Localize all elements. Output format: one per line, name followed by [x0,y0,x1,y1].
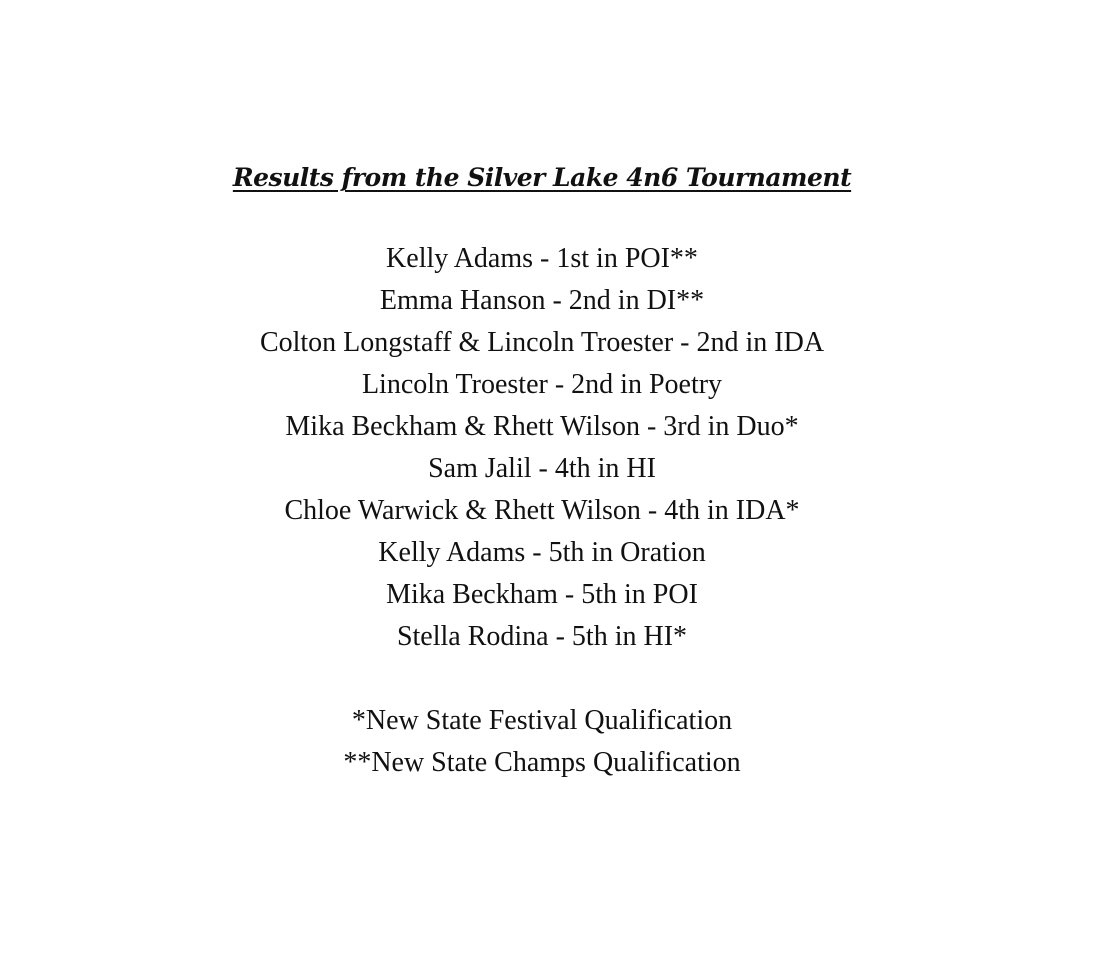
document-title-text: Results from the Silver Lake 4n6 Tournament [232,163,852,192]
result-item: Colton Longstaff & Lincoln Troester - 2nd in IDA [259,327,825,358]
result-item: Mika Beckham - 5th in POI [386,579,698,610]
result-item: Sam Jalil - 4th in HI [428,453,656,484]
footnote-state-champs: **New State Champs Qualification [343,747,741,778]
footnote-state-festival: *New State Festival Qualification [351,705,733,736]
document-title [0,158,1084,198]
result-item: Kelly Adams - 5th in Oration [378,537,706,568]
result-item: Mika Beckham & Rhett Wilson - 3rd in Duo* [285,411,799,442]
result-item: Kelly Adams - 1st in POI** [386,243,698,274]
result-item: Chloe Warwick & Rhett Wilson - 4th in IDA* [284,495,800,526]
result-item: Emma Hanson - 2nd in DI** [379,285,705,316]
results-list [0,238,1084,658]
result-item: Stella Rodina - 5th in HI* [396,621,688,652]
result-item: Lincoln Troester - 2nd in Poetry [361,369,723,400]
footnotes [0,700,1084,784]
